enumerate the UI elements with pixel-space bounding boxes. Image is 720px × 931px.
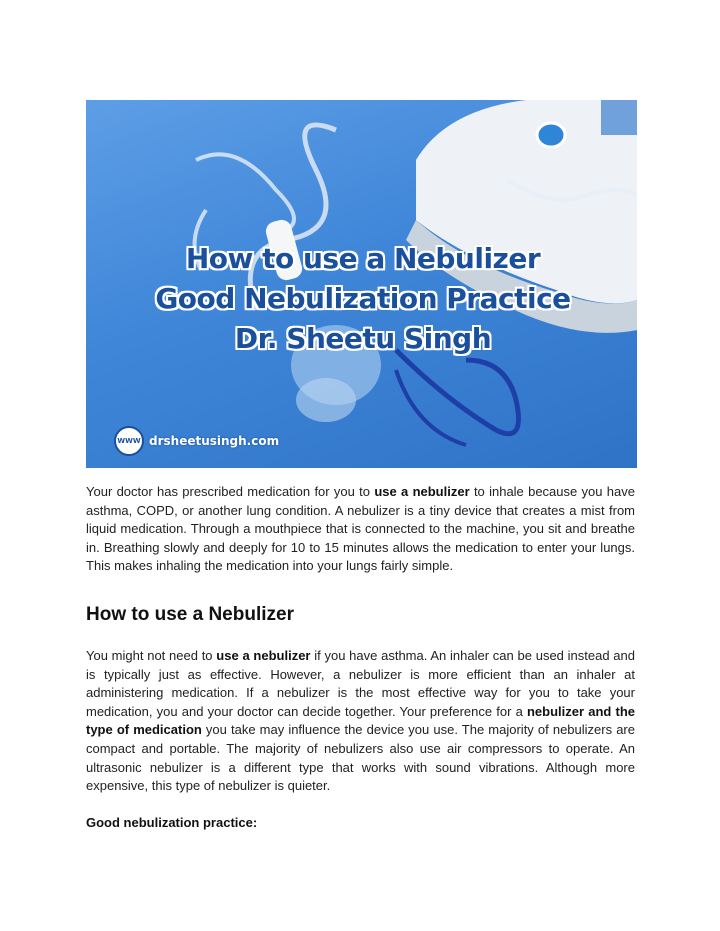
subheading: Good nebulization practice: bbox=[86, 814, 258, 830]
body-text-3: you take may influence the device you use. The majority of nebulizers are compact and portable. The majority of nebulizers also use air compressors to operate. An ultrasonic nebulizer is a different type that works with sound vibrations. Although more expensive, this type of nebulizer is quieter. bbox=[86, 722, 635, 794]
hero-image bbox=[86, 100, 637, 468]
intro-text-1: Your doctor has prescribed medication for you to bbox=[86, 484, 375, 499]
hero-title-line-1: How to use a Nebulizer bbox=[185, 242, 541, 275]
globe-icon: WWW bbox=[114, 426, 144, 456]
site-url: drsheetusingh.com bbox=[149, 434, 280, 448]
hero-title-line-3: Dr. Sheetu Singh bbox=[234, 322, 492, 355]
body-paragraph bbox=[86, 647, 635, 796]
body-text-1: You might not need to bbox=[86, 647, 217, 663]
body-text-2: if you have asthma. An inhaler can be used instead and is typically just as effective. However, a nebulizer is more efficient than an inhaler at administering medication. If a nebulizer is the most effective way for you to take your medication, you and your doctor can decide together. Your preference for a bbox=[86, 647, 635, 719]
section-heading: How to use a Nebulizer bbox=[86, 603, 294, 625]
body-bold-1: use a nebulizer bbox=[216, 647, 311, 663]
site-brand bbox=[114, 426, 279, 456]
article-content bbox=[86, 483, 635, 830]
body-bold-2: nebulizer and the type of medication bbox=[86, 703, 635, 738]
intro-text-2: to inhale because you have asthma, COPD, or another lung condition. A nebulizer is a tiny device that creates a mist from liquid medication. Through a mouthpiece that is connected to the machine, you sit and breathe in. Breathing slowly and deeply for 10 to 15 minutes allows the medication to enter your lungs. This makes inhaling the medication into your lungs fairly simple. bbox=[86, 484, 635, 574]
intro-paragraph bbox=[86, 483, 635, 576]
hero-title-line-2: Good Nebulization Practice bbox=[155, 282, 571, 315]
intro-bold-1: use a nebulizer bbox=[374, 484, 470, 499]
